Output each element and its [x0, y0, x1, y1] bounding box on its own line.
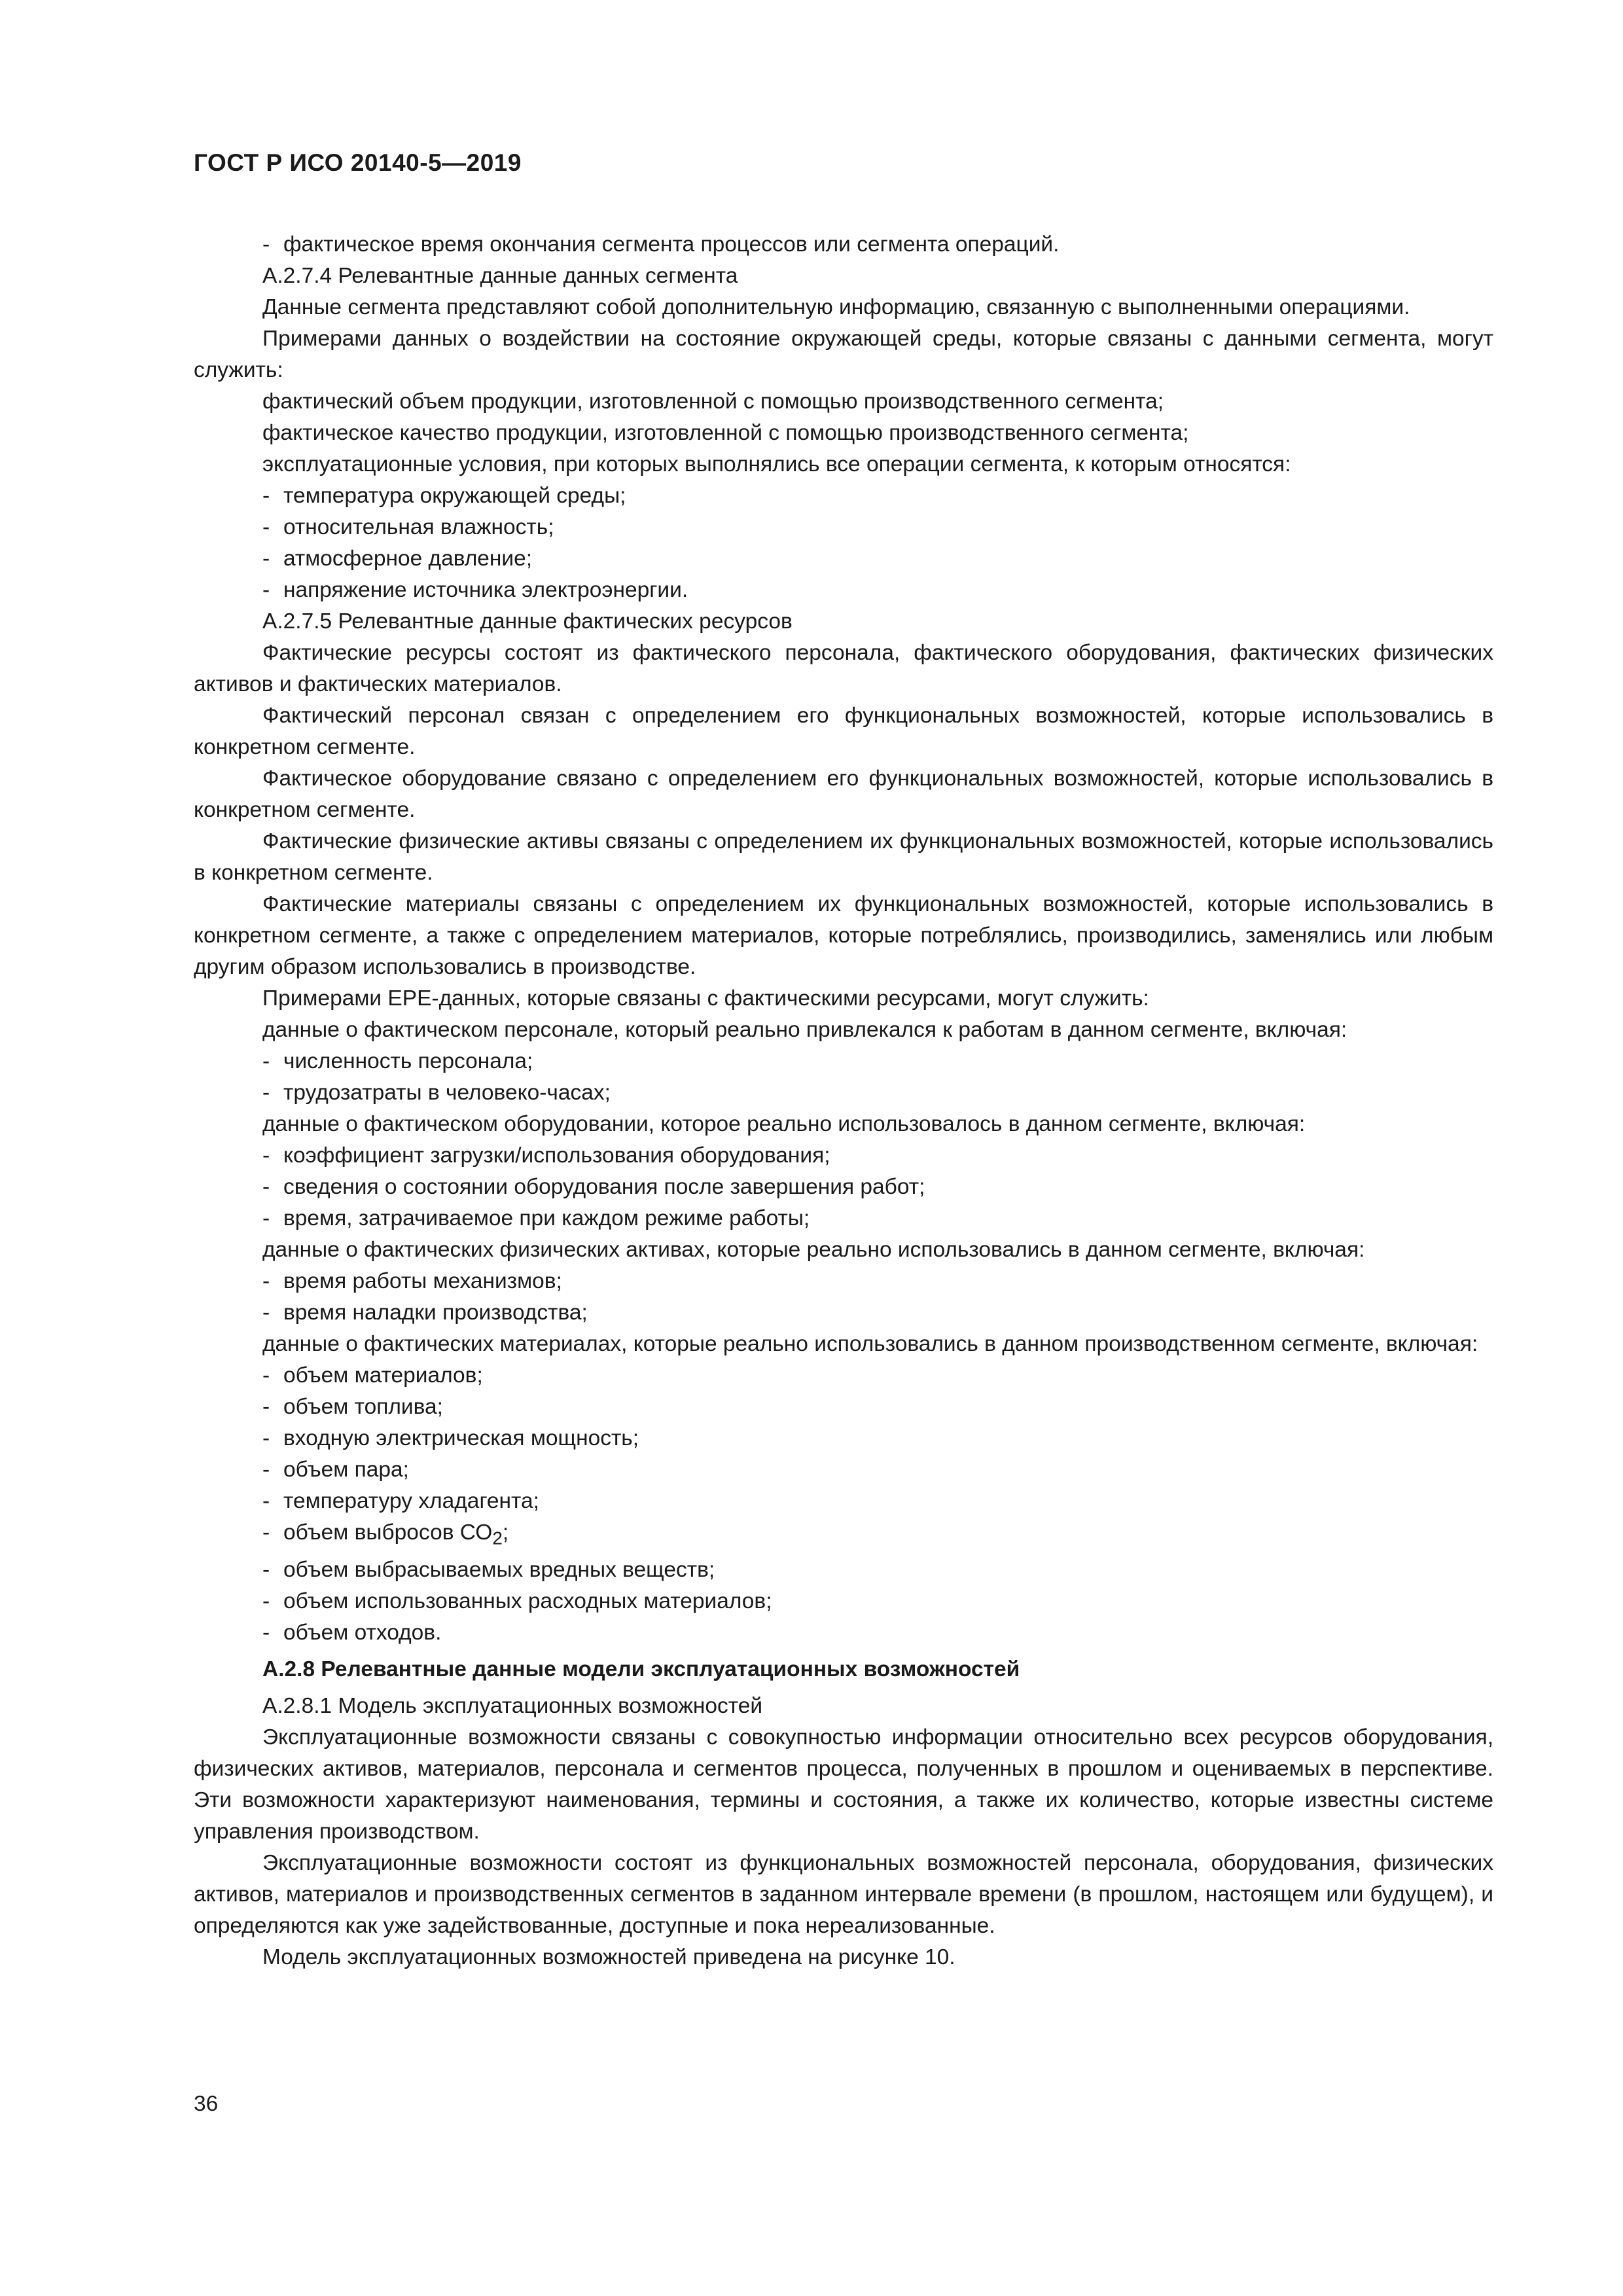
document-header: ГОСТ Р ИСО 20140-5—2019	[194, 149, 522, 176]
list-item: - трудозатраты в человеко-часах;	[194, 1077, 1493, 1109]
document-body	[194, 229, 1493, 1973]
paragraph: Примерами ЕРЕ-данных, которые связаны с фактическими ресурсами, могут служить:	[262, 986, 1149, 1011]
subscript: 2	[492, 1528, 503, 1549]
list-item: - напряжение источника электроэнергии.	[194, 575, 1493, 606]
list-item: данные о фактическом оборудовании, которое реально использовалось в данном сегменте, включая:	[262, 1112, 1306, 1136]
paragraph: Фактический персонал связан с определением его функциональных возможностей, которые использовались в конкретном сегменте.	[194, 704, 1493, 759]
paragraph: Эксплуатационные возможности состоят из функциональных возможностей персонала, оборудования, физических активов, материалов и производственных сегментов в заданном интервале времени (в прошлом, настоящем или будущем), и определяются как уже задействованные, доступные и пока нереализованные.	[194, 1850, 1493, 1938]
list-item: - время работы механизмов;	[194, 1266, 1493, 1297]
list-item: - время, затрачиваемое при каждом режиме работы;	[194, 1203, 1493, 1234]
list-item: - объем материалов;	[194, 1360, 1493, 1391]
list-item: данные о фактических материалах, которые реально использовались в данном производственном сегменте, включая:	[262, 1332, 1478, 1356]
list-item: - сведения о состоянии оборудования после завершения работ;	[194, 1172, 1493, 1203]
list-item: - объем выбрасываемых вредных веществ;	[194, 1554, 1493, 1586]
list-item: данные о фактическом персонале, который реально привлекался к работам в данном сегменте, включая:	[262, 1018, 1347, 1042]
list-item: фактическое качество продукции, изготовленной с помощью производственного сегмента;	[262, 421, 1189, 445]
list-item: - объем топлива;	[194, 1391, 1493, 1423]
list-item: - атмосферное давление;	[194, 543, 1493, 575]
subsection-title: А.2.8.1 Модель эксплуатационных возможностей	[262, 1693, 763, 1718]
list-item: - время наладки производства;	[194, 1297, 1493, 1329]
list-item-punctuation: ;	[502, 1520, 509, 1545]
list-item: - температуру хладагента;	[194, 1486, 1493, 1517]
list-item: - численность персонала;	[194, 1046, 1493, 1077]
paragraph: Фактические ресурсы состоят из фактического персонала, фактического оборудования, фактических физических активов и фактических материалов.	[194, 641, 1493, 696]
list-item: данные о фактических физических активах, которые реально использовались в данном сегменте, включая:	[262, 1238, 1365, 1262]
list-item: - относительная влажность;	[194, 512, 1493, 543]
subsection-title: А.2.7.5 Релевантные данные фактических ресурсов	[262, 609, 793, 634]
paragraph: Эксплуатационные возможности связаны с совокупностью информации относительно всех ресурсов оборудования, физических активов, материалов, персонала и сегментов процесса, полученных в прошлом и оцениваемых в перспективе. Эти возможности характеризуют наименования, термины и состояния, а также их количество, которые известны системе управления производством.	[194, 1725, 1493, 1844]
page-number: 36	[194, 2092, 219, 2116]
list-item: - объем использованных расходных материалов;	[194, 1586, 1493, 1617]
list-item: - объем пара;	[194, 1454, 1493, 1486]
list-item: - коэффициент загрузки/использования оборудования;	[194, 1140, 1493, 1172]
paragraph: Фактические материалы связаны с определением их функциональных возможностей, которые использовались в конкретном сегменте, а также с определением материалов, которые потреблялись, производились, заменялись или любым другим образом использовались в производстве.	[194, 892, 1493, 979]
list-item: - фактическое время окончания сегмента процессов или сегмента операций.	[194, 229, 1493, 260]
list-item: эксплуатационные условия, при которых выполнялись все операции сегмента, к которым относятся:	[262, 452, 1291, 476]
list-item	[194, 1517, 1493, 1554]
paragraph: Примерами данных о воздействии на состояние окружающей среды, которые связаны с данными сегмента, могут служить:	[194, 327, 1493, 382]
paragraph: Фактические физические активы связаны с определением их функциональных возможностей, которые использовались в конкретном сегменте.	[194, 829, 1493, 885]
paragraph: Фактическое оборудование связано с определением его функциональных возможностей, которые использовались в конкретном сегменте.	[194, 766, 1493, 822]
paragraph: Модель эксплуатационных возможностей приведена на рисунке 10.	[262, 1945, 955, 1969]
list-item-text: объем выбросов СО	[283, 1520, 493, 1545]
list-item: - входную электрическая мощность;	[194, 1423, 1493, 1454]
subsection-title: А.2.7.4 Релевантные данные данных сегмента	[262, 264, 738, 288]
section-heading: А.2.8 Релевантные данные модели эксплуатационных возможностей	[262, 1657, 1020, 1681]
list-item: фактический объем продукции, изготовленной с помощью производственного сегмента;	[262, 389, 1164, 414]
list-item: - температура окружающей среды;	[194, 480, 1493, 512]
list-item: - объем отходов.	[194, 1617, 1493, 1649]
paragraph: Данные сегмента представляют собой дополнительную информацию, связанную с выполненными операциями.	[262, 295, 1410, 319]
